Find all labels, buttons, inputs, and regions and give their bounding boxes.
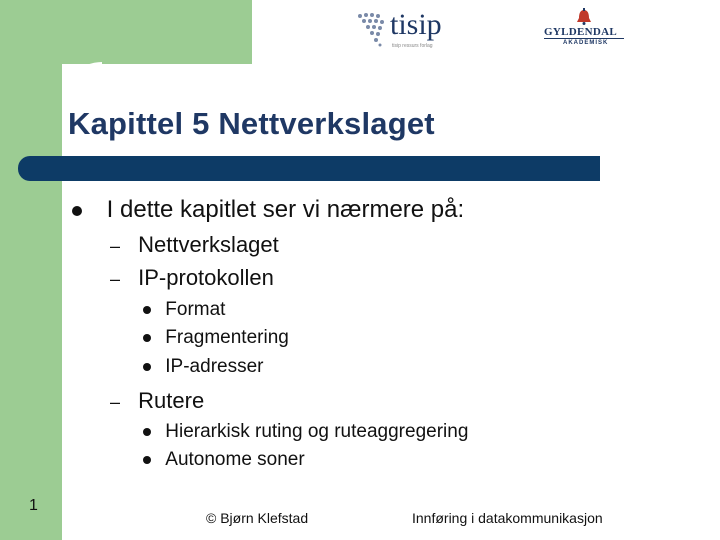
bullet-level3: [143, 421, 468, 443]
bullet-dot-icon: [143, 334, 151, 342]
bullet-text: Nettverkslaget: [138, 232, 279, 257]
bullet-text: Fragmentering: [165, 327, 289, 348]
bullet-level3: [143, 449, 305, 471]
bullet-dot-icon: [143, 306, 151, 314]
bullet-text: Rutere: [138, 388, 205, 413]
bullet-text: Format: [165, 299, 226, 320]
bullet-dot-icon: [143, 456, 151, 464]
bullet-text: Autonome soner: [165, 449, 305, 470]
bullet-level3: [143, 356, 263, 378]
bullet-text: Hierarkisk ruting og ruteaggregering: [165, 421, 469, 442]
tisip-logo-text: tisip: [390, 8, 442, 41]
bullet-dot-icon: [72, 206, 82, 216]
gyldendal-sub: AKADEMISK: [563, 40, 609, 46]
bullet-dot-icon: [143, 428, 151, 436]
footer-course: Innføring i datakommunikasjon: [412, 510, 603, 526]
tisip-dots-icon: [354, 10, 394, 50]
dash-icon: –: [110, 392, 121, 412]
dash-icon: –: [110, 269, 121, 289]
bullet-text: I dette kapitlet ser vi nærmere på:: [106, 196, 465, 223]
title-underline-bar: [18, 156, 600, 181]
bullet-dot-icon: [143, 363, 151, 371]
footer-author: © Bjørn Klefstad: [206, 510, 309, 526]
bullet-level2: [110, 265, 274, 291]
bullet-level3: [143, 327, 289, 349]
gyldendal-rule: [544, 38, 624, 39]
page-number: 1: [29, 497, 38, 514]
gyldendal-logo: [544, 8, 626, 48]
tisip-logo-subtitle: tisip ressurs forlag: [392, 43, 433, 49]
green-sidebar-strip: [0, 0, 62, 540]
bell-icon: [574, 8, 594, 26]
tisip-logo: [354, 8, 454, 52]
bullet-level2: [110, 388, 204, 414]
bullet-text: IP-adresser: [165, 356, 264, 377]
bullet-text: IP-protokollen: [138, 265, 274, 290]
dash-icon: –: [110, 236, 121, 256]
content-corner: [62, 62, 102, 102]
bullet-level3: [143, 299, 225, 321]
slide-title: Kapittel 5 Nettverkslaget: [68, 106, 435, 141]
bullet-level1: [72, 196, 464, 224]
bullet-level2: [110, 232, 279, 258]
gyldendal-name: GYLDENDAL: [544, 26, 617, 38]
